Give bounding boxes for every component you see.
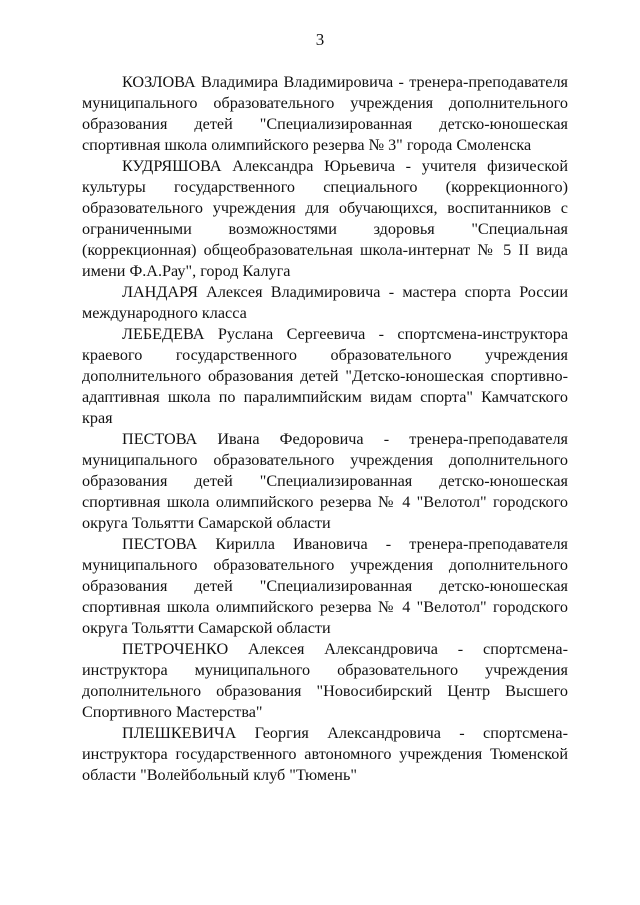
list-item: ПЕСТОВА Ивана Федоровича - тренера-преподавателя муниципального образовательного учреждения дополнительного образования детей "Специализированная детско-юношеская спортивная школа олимпийского резерва № 4 "Велотол" городского округа Тольятти Самарской области <box>82 430 568 532</box>
list-item: ПЕТРОЧЕНКО Алексея Александровича - спортсмена-инструктора муниципального образовательного учреждения дополнительного образования "Новосибирский Центр Высшего Спортивного Мастерства" <box>82 640 568 721</box>
list-item: ПЛЕШКЕВИЧА Георгия Александровича - спортсмена-инструктора государственного автономного учреждения Тюменской области "Волейбольный клуб "Тюмень" <box>82 724 568 784</box>
list-item: ПЕСТОВА Кирилла Ивановича - тренера-преподавателя муниципального образовательного учреждения дополнительного образования детей "Специализированная детско-юношеская спортивная школа олимпийского резерва № 4 "Велотол" городского округа Тольятти Самарской области <box>82 535 568 637</box>
list-item: ЛАНДАРЯ Алексея Владимировича - мастера спорта России международного класса <box>82 283 568 322</box>
page-number: 3 <box>315 30 325 49</box>
list-item: КУДРЯШОВА Александра Юрьевича - учителя физической культуры государственного специального (коррекционного) образовательного учреждения для обучающихся, воспитанников с ограниченными возможностями здоровья "Специальная (коррекционная) общеобразовательная школа-интернат № 5 II вида имени Ф.А.Рау", город Калуга <box>82 157 568 280</box>
award-list <box>82 72 568 786</box>
list-item: КОЗЛОВА Владимира Владимировича - тренера-преподавателя муниципального образовательного учреждения дополнительного образования детей "Специализированная детско-юношеская спортивная школа олимпийского резерва № 3" города Смоленска <box>82 73 568 154</box>
list-item: ЛЕБЕДЕВА Руслана Сергеевича - спортсмена-инструктора краевого государственного образовательного учреждения дополнительного образования детей "Детско-юношеская спортивно-адаптивная школа по паралимпийским видам спорта" Камчатского края <box>82 325 568 427</box>
